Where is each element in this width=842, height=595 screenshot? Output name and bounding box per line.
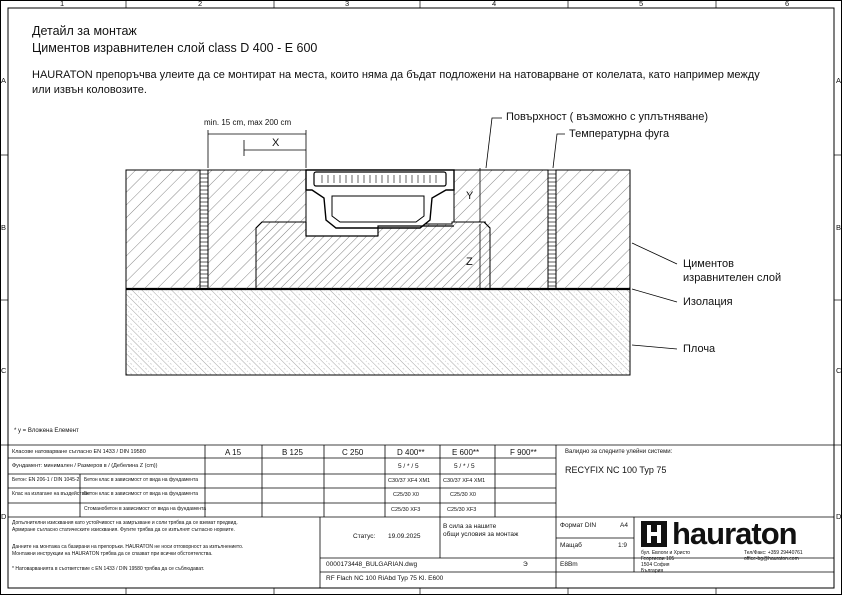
class-f900: F 900**	[510, 448, 537, 457]
footnote: * y = Вложена Елемент	[14, 428, 79, 434]
revision: Э	[523, 561, 528, 568]
row-label-c-right: C	[836, 366, 842, 375]
class-e600: E 600**	[452, 448, 480, 457]
col-label-6: 6	[785, 0, 790, 8]
row-label-b: B	[1, 223, 7, 232]
scope-line-2: общи условия за монтаж	[443, 531, 519, 538]
row-label-a-right: A	[836, 76, 842, 85]
note-4: Монтажни инструкции на HAURATON трябва да се спазват при всички обстоятелства.	[12, 551, 213, 557]
contact-phone: Тел/Факс: +359 29440761	[744, 550, 803, 556]
row-label-c: C	[1, 366, 7, 375]
callout-screed-line-1: Циментов	[683, 258, 734, 270]
note-3: Данните на монтажа са базирани на препоръки. HAURATON не носи отговорност за изпълнението.	[12, 544, 244, 550]
channel-inner-trough	[332, 196, 424, 222]
row-label-a: A	[1, 76, 7, 85]
dimension-y-label: Y	[466, 190, 474, 202]
hauraton-logo-mark	[641, 521, 667, 547]
base-slab	[126, 289, 630, 375]
dimension-x-label: X	[272, 137, 280, 149]
document-number: 0000173448_BULGARIAN.dwg	[326, 561, 418, 568]
callout-temperature-joint: Температурна фуга	[569, 128, 670, 140]
class-a15: A 15	[225, 448, 242, 457]
screed-left	[126, 170, 200, 289]
dimension-z-label: Z	[466, 256, 473, 268]
dimension-width-label: min. 15 cm, max 200 cm	[204, 118, 292, 127]
col-label-2: 2	[198, 0, 203, 8]
format-value: A4	[620, 522, 628, 529]
address-line-3: 1504 София	[641, 562, 670, 568]
scope-line-1: В сила за нашите	[443, 523, 497, 530]
xy-d400: 5 / * / 5	[398, 463, 419, 470]
note-1: Допълнителни изисквания като устойчивост на замръзване и соли трябва да се вземат предвид.	[12, 520, 238, 526]
class-b125: B 125	[282, 448, 303, 457]
sheet-code: E8Bm	[560, 561, 578, 568]
channel-foundation	[256, 222, 490, 289]
scale-label: Мащаб	[560, 542, 582, 549]
title-line-2: Циментов изравнителен слой class D 400 - E 600	[32, 41, 318, 55]
screed-right	[556, 170, 630, 289]
concrete-e-3: C25/30 XF3	[447, 507, 477, 513]
concrete-standard-label: Бетон: EN 206-1 / DIN 1045-2	[12, 477, 80, 483]
contact-email: office-bg@hauraton.com	[744, 556, 799, 562]
concrete-d-1: C30/37 XF4 XM1	[388, 478, 431, 484]
callout-slab: Плоча	[683, 343, 716, 355]
note-2: Армиране съгласно статическите изисквания. Фугите трябва да се изпълнят съгласно нормите.	[12, 527, 235, 533]
row-label-d: D	[1, 512, 7, 521]
product-name: RECYFIX NC 100 Typ 75	[565, 465, 667, 475]
joint-right	[548, 170, 556, 289]
address-line-1: бул. Евлоги и Христо	[641, 550, 691, 556]
note-5: * Натоварванията в съответствие с EN 1433 / DIN 19580 трябва да се съблюдават.	[12, 566, 205, 572]
status-date: 19.09.2025	[388, 533, 421, 540]
xy-e600: 5 / * / 5	[454, 463, 475, 470]
address-line-2: Георгиеви 105	[641, 556, 675, 562]
product-line: RF Flach NC 100 RiAbd Typ 75 Kl. E600	[326, 575, 444, 582]
scale-value: 1:9	[618, 542, 628, 549]
callout-screed-line-2: изравнителен слой	[683, 272, 782, 284]
col-label-1: 1	[60, 0, 65, 8]
class-d400: D 400**	[397, 448, 425, 457]
exposure-class-label: Клас на излагане на въздействие	[12, 491, 90, 497]
row-label-b-right: B	[836, 223, 842, 232]
cross-section-drawing	[126, 118, 677, 375]
concrete-row-3-label: Стоманобетон в зависимост от вида на фундамента	[84, 506, 207, 512]
hauraton-logo-text: hauraton	[672, 516, 797, 551]
col-label-5: 5	[639, 0, 644, 8]
valid-for-label: Валидно за следните улейни системи:	[565, 449, 673, 455]
class-c250: C 250	[342, 448, 364, 457]
concrete-row-2-label: Бетон клас в зависимост от вида на фундамента	[84, 491, 198, 497]
intro-text: HAURATON препоръчва улеите да се монтират на места, които няма да бъдат подложени на натоварване от колелата, като например между или извън коловозите.	[32, 69, 760, 96]
address-line-4: България	[641, 568, 664, 574]
row-label-d-right: D	[836, 512, 842, 521]
concrete-e-1: C30/37 XF4 XM1	[443, 478, 486, 484]
callout-surface: Повърхност ( възможно с уплътняване)	[506, 111, 709, 123]
callout-insulation: Изолация	[683, 296, 733, 308]
concrete-row-1-label: Бетон клас в зависимост от вида на фундамента	[84, 477, 198, 483]
col-label-3: 3	[345, 0, 350, 8]
concrete-d-3: C25/30 XF3	[391, 507, 421, 513]
col-label-4: 4	[492, 0, 497, 8]
title-line-1: Детайл за монтаж	[32, 24, 137, 38]
status-label: Статус:	[353, 533, 376, 540]
joint-left	[200, 170, 208, 289]
concrete-e-2: C25/30 X0	[450, 492, 476, 498]
concrete-d-2: C25/30 X0	[393, 492, 419, 498]
foundation-row-label: Фундамент: минимален / Размеров в / (Дебелина Z (сm))	[12, 463, 158, 469]
format-label: Формат DIN	[560, 522, 597, 529]
load-class-label: Класове натоварване съгласно EN 1433 / DIN 19580	[12, 449, 146, 455]
